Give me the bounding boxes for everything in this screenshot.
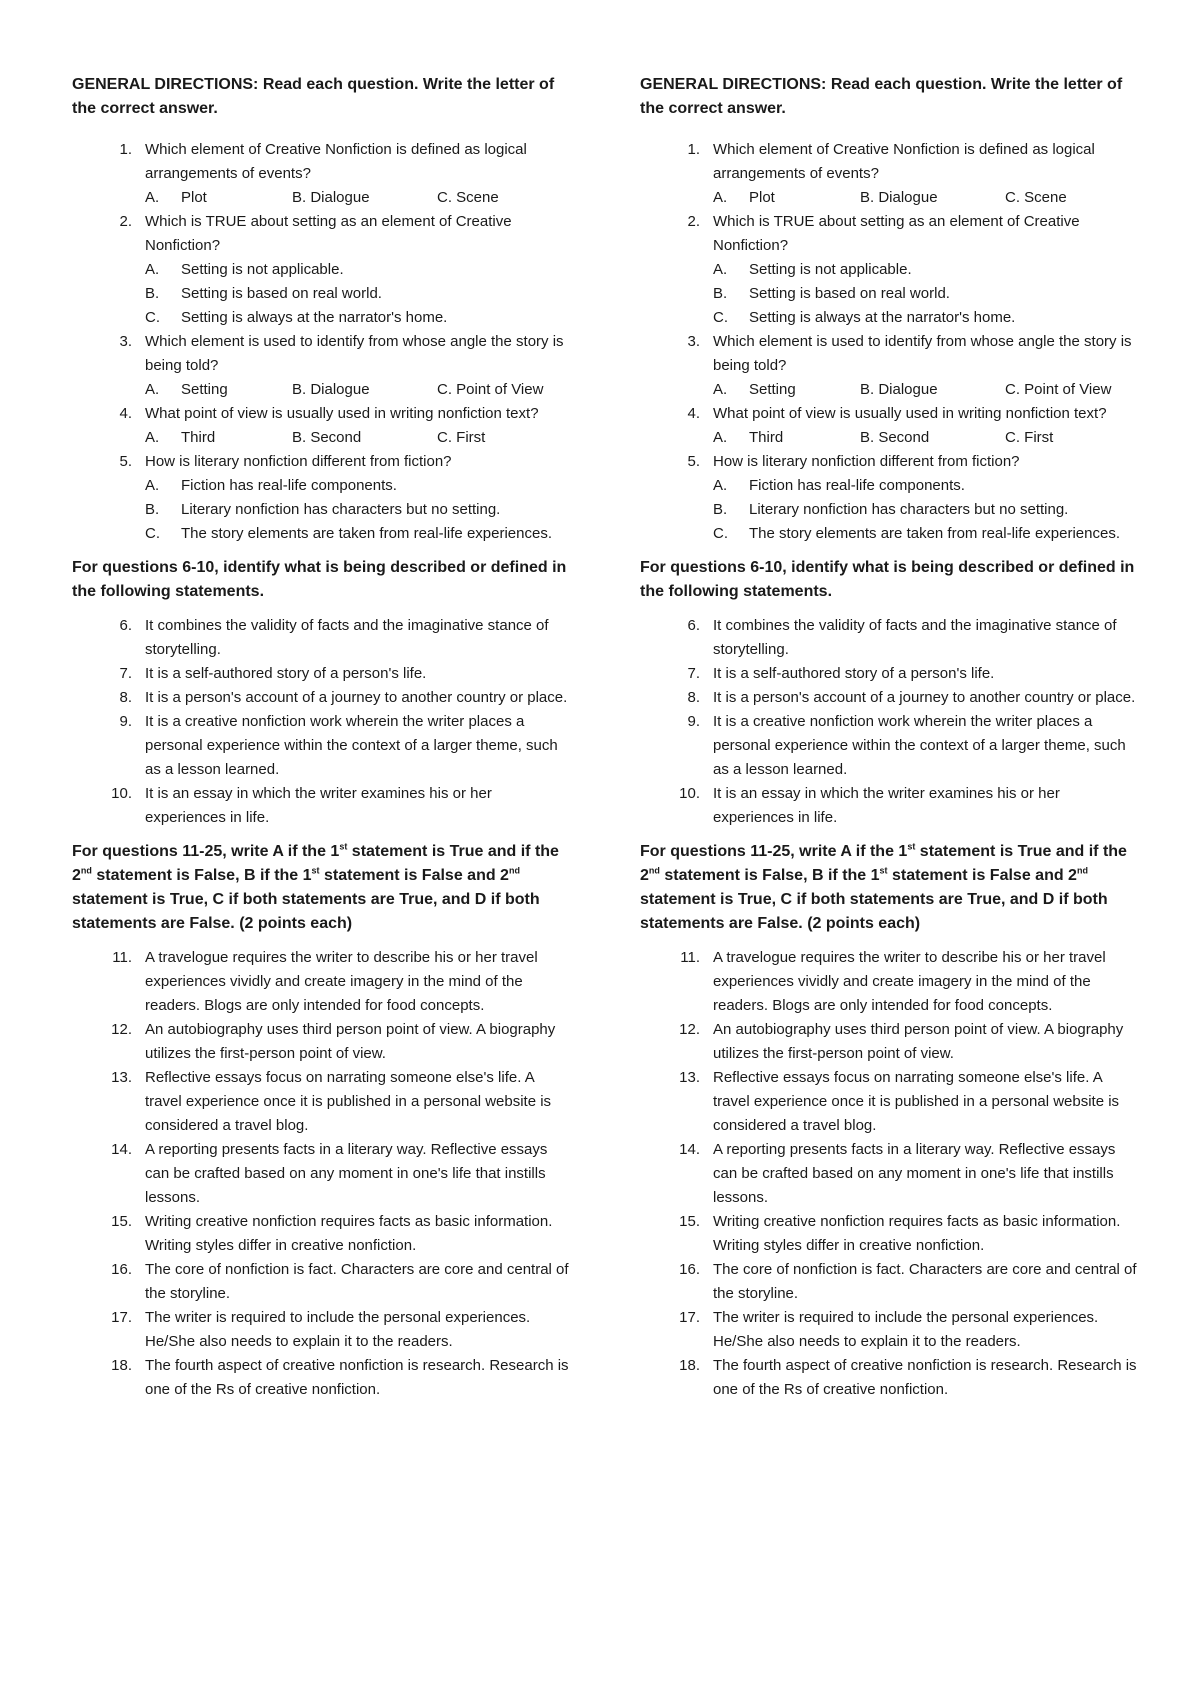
option-row [72,498,572,522]
option-letter: C. [145,525,160,542]
question-item [72,1306,572,1354]
ordinal-suffix: st [879,865,888,876]
option-row [72,306,572,330]
question-item [640,662,1140,686]
question-number: 4. [119,405,132,422]
option-text: Plot [181,189,207,206]
question-text: It is an essay in which the writer examines his or her experiences in life. [145,785,492,826]
question-number: 7. [119,665,132,682]
identification-section [72,614,572,830]
question-item [640,782,1140,830]
question-text: A travelogue requires the writer to describe his or her travel experiences vividly and create imagery in the mind of the readers. Blogs are only intended for food concepts. [713,949,1106,1014]
option-letter: B. [145,501,160,518]
heading-part: statement is False and 2 [319,867,509,884]
heading-part: statement is True, C if both statements are True, and D if both statements are False. (2 points each) [640,891,1108,932]
option-letter: A. [713,429,728,446]
option-letter: A. [145,381,160,398]
question-text: Which is TRUE about setting as an element of Creative Nonfiction? [145,213,512,254]
ordinal-suffix: st [907,841,916,852]
option-letter: A. [713,189,728,206]
heading-part: For questions 11-25, write A if the 1 [72,843,340,860]
option-text: Setting is not applicable. [181,261,344,278]
question-number: 15. [111,1213,132,1230]
ordinal-suffix: st [339,841,348,852]
option-text: C. First [1005,429,1054,446]
option-row [72,474,572,498]
option-text: The story elements are taken from real-life experiences. [181,525,552,542]
general-directions: GENERAL DIRECTIONS: Read each question. Write the letter of the correct answer. [72,76,555,117]
question-number: 3. [687,333,700,350]
question-text: It is a person's account of a journey to another country or place. [713,689,1136,706]
question-item [72,614,572,662]
question-text: Which element of Creative Nonfiction is defined as logical arrangements of events? [713,141,1095,182]
question-number: 18. [111,1357,132,1374]
option-text: C. Scene [437,189,499,206]
option-row [640,258,1140,282]
question-item [640,946,1140,1018]
question-text: How is literary nonfiction different from fiction? [145,453,452,470]
question-number: 9. [687,713,700,730]
question-number: 5. [119,453,132,470]
option-text: B. Dialogue [292,189,370,206]
option-text: Third [749,429,784,446]
option-text: B. Dialogue [292,381,370,398]
question-text: It is an essay in which the writer examines his or her experiences in life. [713,785,1060,826]
general-directions: GENERAL DIRECTIONS: Read each question. Write the letter of the correct answer. [640,76,1123,117]
inline-options [640,426,1140,450]
question-text: Writing creative nonfiction requires facts as basic information. Writing styles differ in creative nonfiction. [145,1213,553,1254]
ordinal-suffix: nd [80,865,92,876]
multiple-choice-section [72,138,572,546]
option-text: The story elements are taken from real-life experiences. [749,525,1120,542]
true-false-section [640,946,1140,1402]
question-text: It is a creative nonfiction work wherein the writer places a personal experience within the context of a larger theme, such as a lesson learned. [713,713,1126,778]
option-letter: A. [145,261,160,278]
question-number: 6. [687,617,700,634]
question-item [72,330,572,378]
question-item [640,1354,1140,1402]
option-text: Setting is always at the narrator's home. [181,309,448,326]
question-number: 2. [119,213,132,230]
question-text: It is a self-authored story of a person's life. [713,665,995,682]
question-item [640,450,1140,474]
question-item [72,662,572,686]
question-number: 2. [687,213,700,230]
multiple-choice-section [640,138,1140,546]
question-text: Which element is used to identify from whose angle the story is being told? [145,333,564,374]
option-row [640,522,1140,546]
question-number: 14. [679,1141,700,1158]
option-text: Literary nonfiction has characters but no setting. [749,501,1069,518]
left-column [72,73,572,1402]
question-item [72,946,572,1018]
question-number: 13. [111,1069,132,1086]
question-text: Reflective essays focus on narrating someone else's life. A travel experience once it is published in a personal website is considered a travel blog. [145,1069,552,1134]
option-text: B. Dialogue [860,381,938,398]
question-text: What point of view is usually used in writing nonfiction text? [145,405,539,422]
true-false-heading [72,840,572,936]
inline-options [72,378,572,402]
option-row [72,282,572,306]
inline-options [640,378,1140,402]
heading-part: statement is True, C if both statements are True, and D if both statements are False. (2 points each) [72,891,540,932]
option-text: C. First [437,429,486,446]
inline-options [72,426,572,450]
option-row [640,474,1140,498]
question-number: 8. [119,689,132,706]
option-letter: C. [713,309,728,326]
option-letter: A. [713,381,728,398]
question-item [640,330,1140,378]
option-row [640,498,1140,522]
question-number: 1. [119,141,132,158]
heading-part: statement is True and if the 2 [72,843,559,884]
question-number: 11. [112,949,132,966]
question-text: What point of view is usually used in writing nonfiction text? [713,405,1107,422]
question-number: 11. [680,949,700,966]
question-number: 8. [687,689,700,706]
option-text: Setting is based on real world. [181,285,382,302]
ordinal-suffix: st [311,865,320,876]
question-number: 17. [679,1309,700,1326]
question-text: The fourth aspect of creative nonfiction is research. Research is one of the Rs of creative nonfiction. [145,1357,569,1398]
question-item [72,1258,572,1306]
question-number: 7. [687,665,700,682]
question-text: An autobiography uses third person point of view. A biography utilizes the first-person point of view. [713,1021,1124,1062]
option-letter: C. [713,525,728,542]
question-text: It is a person's account of a journey to another country or place. [145,689,568,706]
heading-part: statement is False, B if the 1 [91,867,312,884]
question-item [72,402,572,426]
question-item [640,710,1140,782]
question-number: 5. [687,453,700,470]
question-text: How is literary nonfiction different from fiction? [713,453,1020,470]
question-text: It is a self-authored story of a person's life. [145,665,427,682]
option-letter: B. [713,285,728,302]
question-number: 16. [111,1261,132,1278]
question-item [640,1210,1140,1258]
option-text: C. Scene [1005,189,1067,206]
question-text: Writing creative nonfiction requires facts as basic information. Writing styles differ in creative nonfiction. [713,1213,1121,1254]
question-text: The core of nonfiction is fact. Characters are core and central of the storyline. [145,1261,569,1302]
question-number: 6. [119,617,132,634]
question-item [640,1138,1140,1210]
option-text: Fiction has real-life components. [181,477,397,494]
option-row [72,522,572,546]
question-item [72,138,572,186]
option-letter: A. [713,261,728,278]
option-text: Fiction has real-life components. [749,477,965,494]
question-number: 12. [111,1021,132,1038]
option-text: B. Dialogue [860,189,938,206]
question-text: Which element is used to identify from whose angle the story is being told? [713,333,1132,374]
question-item [72,210,572,258]
option-letter: A. [145,429,160,446]
question-item [640,1258,1140,1306]
heading-part: For questions 11-25, write A if the 1 [640,843,908,860]
question-text: Reflective essays focus on narrating someone else's life. A travel experience once it is published in a personal website is considered a travel blog. [713,1069,1120,1134]
question-item [640,1306,1140,1354]
question-item [72,450,572,474]
inline-options [72,186,572,210]
question-item [72,1138,572,1210]
question-text: The writer is required to include the personal experiences. He/She also needs to explain it to the readers. [145,1309,531,1350]
question-number: 18. [679,1357,700,1374]
question-text: The core of nonfiction is fact. Characters are core and central of the storyline. [713,1261,1137,1302]
identification-heading: For questions 6-10, identify what is being described or defined in the following statements. [72,559,567,600]
option-text: Setting is always at the narrator's home. [749,309,1016,326]
ordinal-suffix: nd [648,865,660,876]
option-letter: A. [145,189,160,206]
question-number: 3. [119,333,132,350]
heading-part: statement is True and if the 2 [640,843,1127,884]
question-number: 1. [687,141,700,158]
option-text: C. Point of View [437,381,544,398]
identification-heading: For questions 6-10, identify what is being described or defined in the following statements. [640,559,1135,600]
question-item [640,138,1140,186]
true-false-heading [640,840,1140,936]
question-item [640,402,1140,426]
identification-section [640,614,1140,830]
question-text: It combines the validity of facts and the imaginative stance of storytelling. [145,617,549,658]
question-text: A reporting presents facts in a literary way. Reflective essays can be crafted based on any moment in one's life that instills lessons. [713,1141,1116,1206]
true-false-section [72,946,572,1402]
question-item [640,614,1140,662]
option-text: Setting is based on real world. [749,285,950,302]
question-text: Which is TRUE about setting as an element of Creative Nonfiction? [713,213,1080,254]
question-item [640,686,1140,710]
question-number: 15. [679,1213,700,1230]
option-row [640,282,1140,306]
heading-part: statement is False and 2 [887,867,1077,884]
heading-part: statement is False, B if the 1 [659,867,880,884]
question-item [72,1066,572,1138]
inline-options [640,186,1140,210]
option-row [72,258,572,282]
question-item [72,1210,572,1258]
ordinal-suffix: nd [1076,865,1088,876]
question-number: 13. [679,1069,700,1086]
question-number: 10. [111,785,132,802]
question-item [640,1018,1140,1066]
option-text: Third [181,429,216,446]
question-text: Which element of Creative Nonfiction is defined as logical arrangements of events? [145,141,527,182]
option-text: Setting [749,381,796,398]
option-letter: A. [145,477,160,494]
question-number: 4. [687,405,700,422]
question-number: 12. [679,1021,700,1038]
option-text: B. Second [860,429,930,446]
question-number: 16. [679,1261,700,1278]
question-text: A reporting presents facts in a literary way. Reflective essays can be crafted based on any moment in one's life that instills lessons. [145,1141,548,1206]
question-text: An autobiography uses third person point of view. A biography utilizes the first-person point of view. [145,1021,556,1062]
option-text: Setting is not applicable. [749,261,912,278]
option-text: B. Second [292,429,362,446]
option-letter: B. [713,501,728,518]
option-text: Setting [181,381,228,398]
right-column [640,73,1140,1402]
ordinal-suffix: nd [508,865,520,876]
question-item [640,210,1140,258]
question-item [72,1354,572,1402]
option-text: Literary nonfiction has characters but no setting. [181,501,501,518]
question-number: 14. [111,1141,132,1158]
question-text: It is a creative nonfiction work wherein the writer places a personal experience within the context of a larger theme, such as a lesson learned. [145,713,558,778]
question-item [72,710,572,782]
question-item [72,1018,572,1066]
question-number: 9. [119,713,132,730]
option-letter: A. [713,477,728,494]
option-letter: C. [145,309,160,326]
question-item [72,686,572,710]
option-letter: B. [145,285,160,302]
question-item [640,1066,1140,1138]
question-text: A travelogue requires the writer to describe his or her travel experiences vividly and create imagery in the mind of the readers. Blogs are only intended for food concepts. [145,949,538,1014]
question-text: The writer is required to include the personal experiences. He/She also needs to explain it to the readers. [713,1309,1099,1350]
option-text: C. Point of View [1005,381,1112,398]
question-number: 10. [679,785,700,802]
question-number: 17. [111,1309,132,1326]
question-item [72,782,572,830]
question-text: It combines the validity of facts and the imaginative stance of storytelling. [713,617,1117,658]
option-text: Plot [749,189,775,206]
option-row [640,306,1140,330]
question-text: The fourth aspect of creative nonfiction is research. Research is one of the Rs of creative nonfiction. [713,1357,1137,1398]
